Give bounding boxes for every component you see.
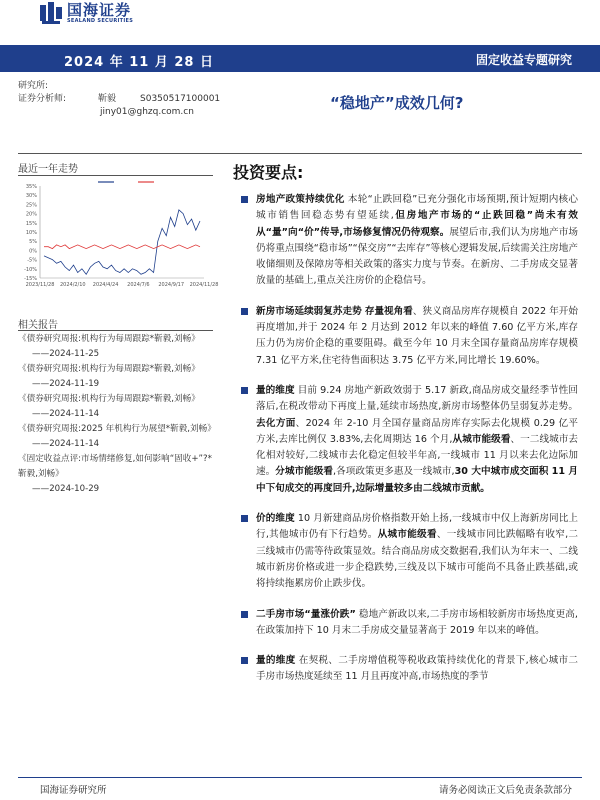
key-point-emphasis: 从城市能级看 bbox=[452, 433, 511, 445]
brand-name-cn: 国海证券 bbox=[67, 1, 132, 19]
x-tick-label: 2024/2/10 bbox=[59, 282, 86, 288]
related-divider bbox=[18, 330, 213, 331]
key-point-emphasis: 二手房市场“量涨价跌” bbox=[256, 608, 356, 620]
analyst-id: S0350517100001 bbox=[140, 94, 221, 104]
square-bullet-icon bbox=[241, 308, 248, 315]
key-point-paragraph bbox=[240, 383, 578, 497]
key-point-emphasis: 30 大中城市成交面积 11 月中下旬成交的再度回升,边际增量较多由二线城市贡献。 bbox=[256, 466, 578, 494]
report-item[interactable] bbox=[18, 332, 213, 362]
y-tick-label: 15% bbox=[25, 220, 37, 227]
y-tick-label: 25% bbox=[25, 202, 37, 209]
y-tick-label: 0% bbox=[29, 248, 37, 255]
key-point-emphasis: 新房市场延续弱复苏走势 bbox=[256, 305, 362, 317]
key-point-text: 、狭义商品房库存规模自 2022 年开始再度增加,并于 2024 年 2 月达到 2012 年以来的峰值 7.60 亿平方米,库存压力仍为房价企稳的重要阻碍。截至今年 10 月末全国存量商品房库存规模 7.31 亿平方米,住宅待售面积达 3.75 亿平方米,同比增长 19.60%。 bbox=[256, 305, 579, 366]
footer-divider bbox=[18, 777, 582, 778]
report-item-date: ——2024-11-14 bbox=[32, 439, 100, 449]
key-point-text: 、2024 年 2-10 月全国存量商品房库存实际去化规模 0.29 亿平方米,去库比例仅 3.83%,去化周期达 16 个月, bbox=[256, 417, 578, 445]
key-point-emphasis: 分城市能级看 bbox=[275, 466, 333, 478]
key-point-emphasis: 但房地产市场的“止跌回稳”尚未有效从“量”向“价”传导,市场修复情况仍待观察。 bbox=[256, 210, 578, 238]
square-bullet-icon bbox=[241, 657, 248, 664]
square-bullet-icon bbox=[241, 387, 248, 394]
trend-chart bbox=[18, 180, 219, 292]
y-tick-label: 20% bbox=[25, 211, 37, 218]
key-point-text: 、一二线城市去化相对较好,二线城市去化稳定但较半年高,一线城市 11 月以来去化边际加速。 bbox=[256, 433, 579, 478]
key-point-emphasis: 房地产政策持续优化 bbox=[256, 194, 345, 205]
x-tick-label: 2024/7/6 bbox=[127, 282, 150, 288]
key-point-emphasis: 价的维度 bbox=[256, 513, 295, 525]
research-label: 研究所: bbox=[18, 81, 49, 91]
report-item-text: 《债券研究周报:2025 年机构行为展望*靳毅,刘畅》 bbox=[18, 424, 216, 434]
key-point-text: 、一线城市同比跌幅略有收窄,二三线城市仍需等待政策显效。结合商品房成交数据看,我们认为年末一、二线城市新房价格或进一步企稳跌势,三线及以下城市可能尚不具备止跌基础,或将持续拖累房价止跌步伐。 bbox=[256, 529, 578, 590]
key-point-text: ,各项政策更多惠及一线城市, bbox=[333, 466, 455, 478]
key-point-paragraph bbox=[240, 511, 578, 592]
key-point-paragraph bbox=[240, 607, 578, 640]
report-item-text: 《债券研究周报:机构行为每周跟踪*靳毅,刘畅》 bbox=[18, 394, 200, 404]
analyst-meta bbox=[18, 80, 220, 119]
report-item-date: ——2024-10-29 bbox=[32, 484, 100, 494]
sealand-logo-icon bbox=[40, 2, 62, 24]
key-point-text: 展望后市,我们认为房地产市场仍将重点围绕“稳市场”“保交房”“去库存”等核心逻辑发展,后续需关注房地产收储细则及保障房等相关政策的落实力度与节奏。在新房、二手房成交显著放量的基础上,重点关注房价的企稳信号。 bbox=[256, 226, 578, 287]
y-tick-label: 10% bbox=[25, 230, 37, 236]
brand-logo bbox=[40, 2, 133, 24]
divider bbox=[18, 153, 582, 154]
related-reports-list bbox=[18, 332, 216, 497]
report-item[interactable] bbox=[18, 422, 216, 452]
x-tick-label: 2024/4/24 bbox=[92, 282, 119, 288]
x-tick-label: 2023/11/28 bbox=[25, 282, 55, 288]
x-tick-label: 2024/11/28 bbox=[189, 282, 219, 288]
key-point-emphasis: 去化方面 bbox=[256, 417, 296, 429]
report-type: 固定收益专题研究 bbox=[475, 53, 572, 67]
related-title: 相关报告 bbox=[18, 320, 58, 331]
key-point-paragraph bbox=[240, 304, 578, 369]
key-point-text: 稳地产新政以来,二手房市场相较新房市场热度更高,在政策加持下 10 月末二手房成交量显著高于 2019 年以来的峰值。 bbox=[256, 608, 578, 636]
key-point-text: 在契税、二手房增值税等税收政策持续优化的背景下,核心城市二手房市场热度延续至 11 月且再度冲高,市场热度的季节 bbox=[256, 655, 578, 683]
brand-name-en: SEALAND SECURITIES bbox=[67, 18, 134, 24]
report-date: 2024 年 11 月 28 日 bbox=[64, 55, 214, 70]
x-tick-label: 2024/9/17 bbox=[158, 282, 185, 288]
report-item[interactable] bbox=[18, 392, 213, 422]
key-point-emphasis: 量的维度 bbox=[256, 655, 296, 667]
y-tick-label: 5% bbox=[29, 239, 37, 246]
header-bar bbox=[0, 45, 600, 72]
key-point-text: 本轮“止跌回稳”已充分强化市场预期,预计短期内核心城市销售回稳态势有望延续, bbox=[256, 194, 578, 222]
report-item-text: 《债券研究周报:机构行为每周跟踪*靳毅,刘畅》 bbox=[18, 364, 200, 374]
key-point-text: 10 月新建商品房价格指数开始上扬,一线城市中仅上海新房同比上行,其他城市仍有下行趋势。 bbox=[256, 513, 579, 541]
series-line-line_b bbox=[44, 245, 200, 249]
report-item-text: 《债券研究周报:机构行为每周跟踪*靳毅,刘畅》 bbox=[18, 334, 200, 344]
trend-divider bbox=[18, 175, 213, 176]
report-item-text: 《固定收益点评:市场情绪修复,如何影响“固收+”?*靳毅,刘畅》 bbox=[18, 454, 212, 479]
report-item-date: ——2024-11-14 bbox=[32, 409, 100, 419]
footer-disclaimer: 请务必阅读正文后免责条款部分 bbox=[438, 785, 572, 796]
key-point-emphasis: 量的维度 bbox=[256, 384, 295, 396]
analyst-email: jiny01@ghzq.com.cn bbox=[100, 107, 194, 117]
key-point-emphasis: 从城市能级看 bbox=[377, 529, 437, 541]
trend-title: 最近一年走势 bbox=[18, 164, 78, 175]
report-item[interactable] bbox=[18, 362, 213, 392]
footer-institute: 国海证券研究所 bbox=[40, 785, 107, 796]
square-bullet-icon bbox=[241, 611, 248, 618]
report-item-date: ——2024-11-25 bbox=[32, 349, 100, 359]
report-title: “稳地产”成效几何? bbox=[330, 94, 464, 112]
analyst-name: 靳毅 bbox=[98, 94, 117, 104]
report-item[interactable] bbox=[18, 452, 213, 497]
y-tick-label: -15% bbox=[24, 276, 37, 282]
series-line-line_a bbox=[44, 210, 200, 274]
square-bullet-icon bbox=[241, 515, 248, 522]
key-point-paragraph bbox=[240, 192, 578, 290]
y-tick-label: -10% bbox=[24, 266, 37, 273]
key-point-paragraph bbox=[240, 653, 578, 686]
y-tick-label: -5% bbox=[27, 257, 37, 264]
square-bullet-icon bbox=[241, 196, 248, 203]
key-points-body bbox=[240, 192, 578, 700]
y-tick-label: 35% bbox=[25, 184, 37, 190]
analyst-label: 证券分析师: bbox=[18, 94, 67, 104]
key-point-emphasis: 存量视角看 bbox=[364, 305, 413, 317]
key-points-title: 投资要点: bbox=[233, 163, 304, 182]
y-tick-label: 30% bbox=[25, 193, 37, 200]
report-item-date: ——2024-11-19 bbox=[32, 379, 100, 389]
key-point-text: 目前 9.24 房地产新政效弱于 5.17 新政,商品房成交量经季节性回落后,在税改带动下再度上量,延续市场热度,新房市场整体仍呈弱复苏走势。 bbox=[256, 384, 578, 413]
